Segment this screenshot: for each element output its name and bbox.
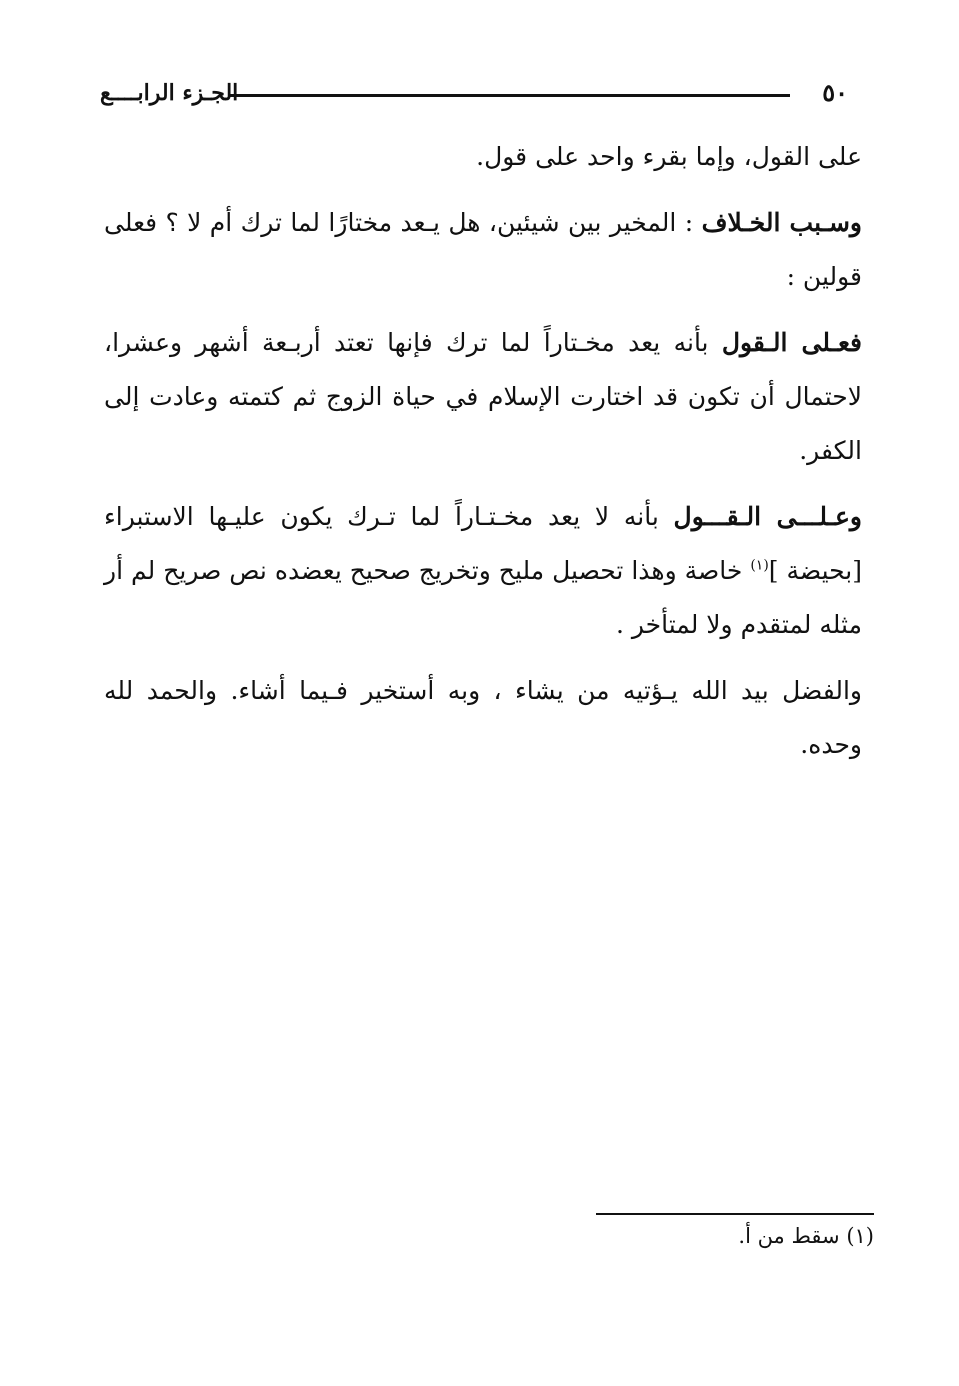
paragraph-5 bbox=[104, 664, 862, 772]
footnote: (١) سقط من أ. bbox=[738, 1224, 874, 1248]
paragraph-5-text: والفضل بيد الله يـؤتيه من يشاء ، وبه أستخير فـيما أشاء. والحمد لله وحده. bbox=[104, 676, 862, 759]
paragraph-1-text: على القول، وإما بقرء واحد على قول. bbox=[476, 142, 862, 171]
running-title: الجـزء الرابــــع bbox=[100, 80, 239, 106]
paragraph-3-lead: فعـلى الـقول bbox=[721, 328, 862, 357]
paragraph-3 bbox=[104, 316, 862, 478]
paragraph-2-text: : المخير بين شيئين، هل يـعد مختارًا لما ترك أم لا ؟ فعلى قولين : bbox=[104, 208, 862, 291]
paragraph-4 bbox=[104, 490, 862, 652]
footnote-reference: (١) bbox=[750, 557, 769, 574]
header-rule bbox=[230, 94, 790, 97]
paragraph-2-lead: وسـبب الخـلاف bbox=[701, 208, 862, 237]
paragraph-4-text-before: بأنه لا يعد مخـتـاراً لما تـرك يكون عليـها الاستبراء [بحيضة ] bbox=[104, 502, 862, 585]
page-number: ٥٠ bbox=[822, 78, 848, 107]
page-header bbox=[100, 78, 860, 118]
paragraph-2 bbox=[104, 196, 862, 304]
main-text bbox=[104, 130, 862, 784]
paragraph-4-text-after: خاصة وهذا تحصيل مليح وتخريج صحيح يعضده نص صريح لم أر مثله لمتقدم ولا لمتأخر . bbox=[104, 556, 862, 639]
paragraph-4-lead: وعـلـــى الـقـــول bbox=[673, 502, 862, 531]
paragraph-1 bbox=[104, 130, 862, 184]
footnote-rule bbox=[596, 1213, 874, 1215]
paragraph-3-text: بأنه يعد مخـتاراً لما ترك فإنها تعتد أربـعة أشهر وعشرا، لاحتمال أن تكون قد اختارت الإسلام في حياة الزوج ثم كتمته وعادت إلى الكفر. bbox=[104, 328, 862, 465]
